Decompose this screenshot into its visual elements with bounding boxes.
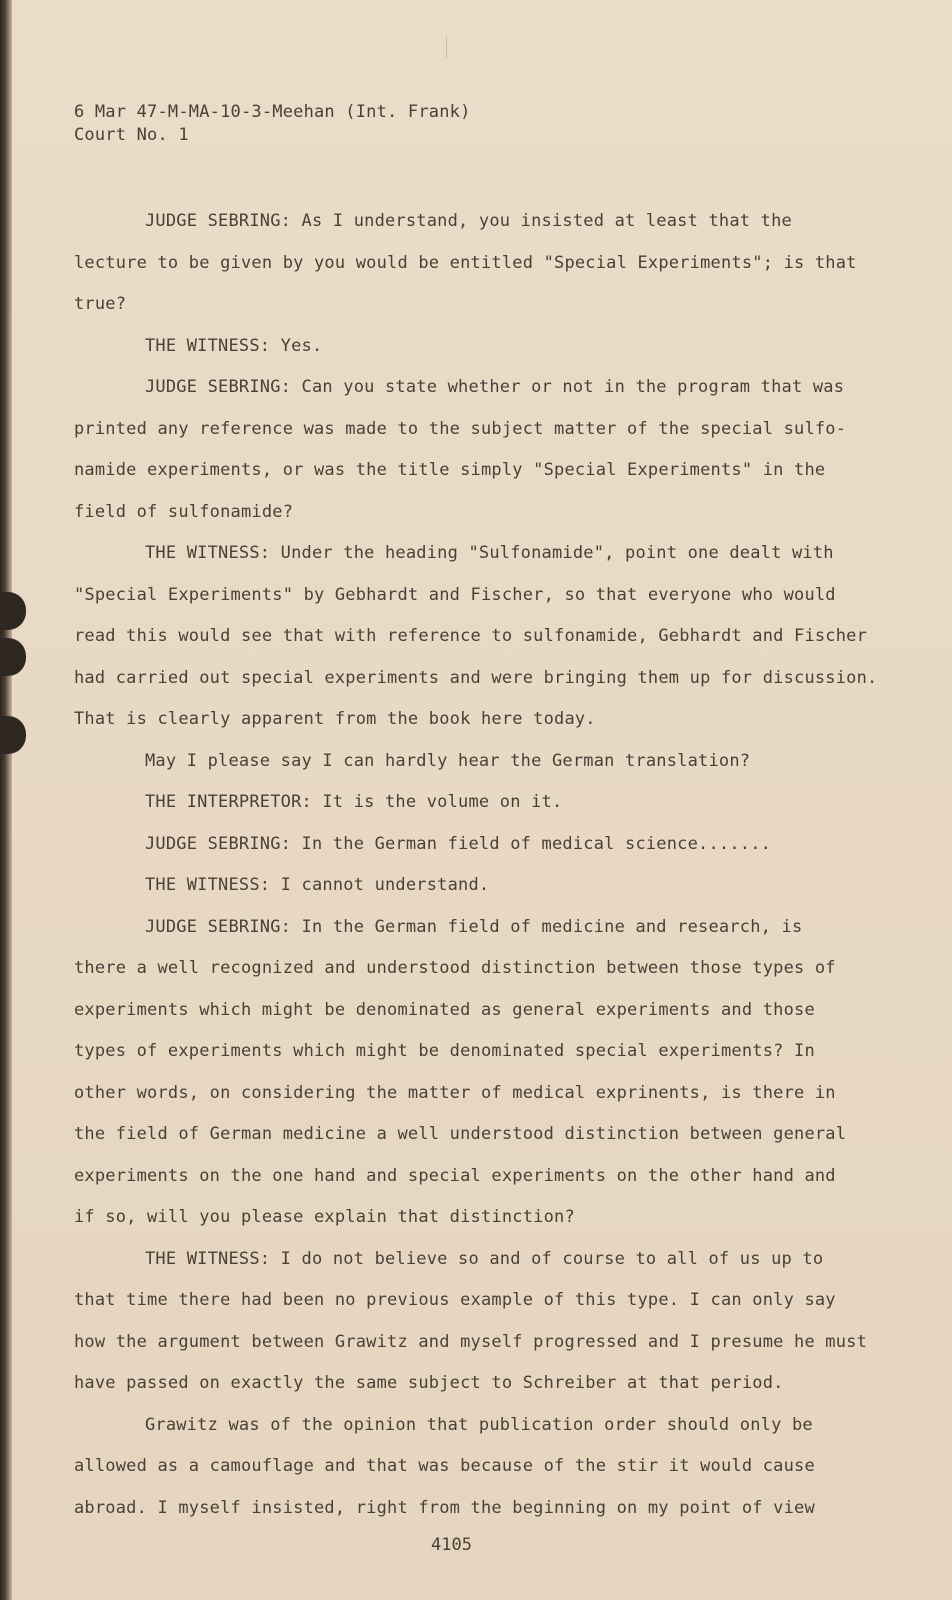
transcript-line: field of sulfonamide? <box>74 501 294 522</box>
transcript-paragraph <box>74 1239 874 1405</box>
transcript-paragraph <box>74 367 874 533</box>
transcript-line: THE INTERPRETOR: It is the volume on it. <box>145 792 563 812</box>
transcript-line: namide experiments, or was the title simply "Special Experiments" in the <box>74 460 826 480</box>
transcript-line: JUDGE SEBRING: In the German field of medical science....... <box>145 833 772 854</box>
transcript-line: true? <box>74 294 127 314</box>
transcript-line: That is clearly apparent from the book here today. <box>74 709 596 729</box>
transcript-line: have passed on exactly the same subject to Schreiber at that period. <box>74 1373 784 1393</box>
transcript-line: that time there had been no previous example of this type. I can only say <box>74 1290 836 1310</box>
transcript-paragraph <box>74 201 874 326</box>
transcript-line: THE WITNESS: Yes. <box>145 335 323 356</box>
header-line-2: Court No. 1 <box>74 125 189 145</box>
transcript-line: THE WITNESS: Under the heading "Sulfonamide", point one dealt with <box>145 543 834 563</box>
transcript-line: JUDGE SEBRING: As I understand, you insisted at least that the <box>145 211 792 231</box>
header-line-1: 6 Mar 47-M-MA-10-3-Meehan (Int. Frank) <box>74 102 471 122</box>
transcript-line: "Special Experiments" by Gebhardt and Fischer, so that everyone who would <box>74 584 836 605</box>
torn-left-edge <box>0 0 12 1600</box>
transcript-line: other words, on considering the matter of medical exprinents, is there in <box>74 1082 836 1103</box>
transcript-paragraph <box>74 533 878 741</box>
page-number: 4105 <box>431 1535 472 1555</box>
transcript-paragraph <box>74 907 874 1239</box>
transcript-paragraph <box>74 741 874 783</box>
transcript-line: if so, will you please explain that distinction? <box>74 1207 575 1227</box>
transcript-paragraph <box>74 326 874 368</box>
transcript-paragraph <box>74 824 874 866</box>
binding-tab <box>0 638 26 676</box>
transcript-line: types of experiments which might be denominated special experiments? In <box>74 1041 815 1061</box>
transcript-paragraph <box>74 1405 874 1530</box>
transcript-line: lecture to be given by you would be entitled "Special Experiments"; is that <box>74 252 857 273</box>
transcript-line: experiments on the one hand and special experiments on the other hand and <box>74 1165 836 1186</box>
transcript-line: read this would see that with reference to sulfonamide, Gebhardt and Fischer <box>74 626 868 646</box>
transcript-line: THE WITNESS: I cannot understand. <box>145 875 490 895</box>
transcript-paragraph <box>74 782 874 824</box>
transcript-line: allowed as a camouflage and that was because of the stir it would cause <box>74 1456 815 1476</box>
transcript-line: abroad. I myself insisted, right from the beginning on my point of view <box>74 1497 815 1518</box>
transcript-line: had carried out special experiments and were bringing them up for discussion. <box>74 667 878 688</box>
transcript-paragraph <box>74 865 874 907</box>
transcript-line: Grawitz was of the opinion that publication order should only be <box>145 1414 813 1435</box>
transcript-line: JUDGE SEBRING: Can you state whether or not in the program that was <box>145 377 845 397</box>
fold-mark <box>446 36 447 58</box>
binding-tab <box>0 716 26 754</box>
transcript-line: there a well recognized and understood distinction between those types of <box>74 958 836 978</box>
transcript-line: May I please say I can hardly hear the German translation? <box>145 750 751 771</box>
transcript-line: JUDGE SEBRING: In the German field of medicine and research, is <box>145 916 803 937</box>
transcript-line: how the argument between Grawitz and myself progressed and I presume he must <box>74 1331 868 1352</box>
transcript-line: experiments which might be denominated as general experiments and those <box>74 999 815 1020</box>
transcript-line: printed any reference was made to the subject matter of the special sulfo- <box>74 418 847 439</box>
binding-tab <box>0 592 26 630</box>
transcript-body <box>74 201 878 1529</box>
transcript-line: THE WITNESS: I do not believe so and of course to all of us up to <box>145 1248 824 1269</box>
transcript-line: the field of German medicine a well understood distinction between general <box>74 1124 847 1144</box>
document-header <box>74 101 471 147</box>
